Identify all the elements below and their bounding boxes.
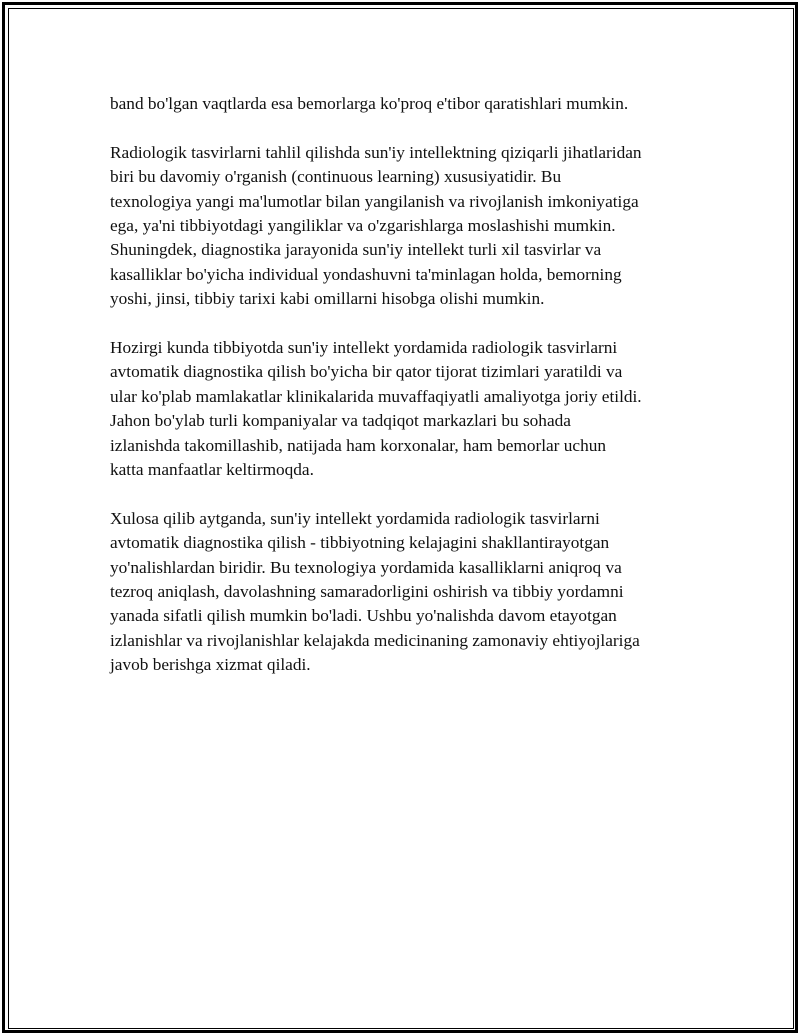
text-line: yoshi, jinsi, tibbiy tarixi kabi omillarni hisobga olishi mumkin. — [110, 289, 545, 309]
text-line: Radiologik tasvirlarni tahlil qilishda sun'iy intellektning qiziqarli jihatlaridan — [110, 142, 642, 162]
paragraph-3 — [110, 336, 690, 482]
text-line: ega, ya'ni tibbiyotdagi yangiliklar va o'zgarishlarga moslashishi mumkin. — [110, 216, 616, 236]
text-line: katta manfaatlar keltirmoqda. — [110, 460, 314, 480]
text-line: Shuningdek, diagnostika jarayonida sun'iy intellekt turli xil tasvirlar va — [110, 240, 602, 260]
text-line: texnologiya yangi ma'lumotlar bilan yangilanish va rivojlanish imkoniyatiga — [110, 191, 639, 211]
paragraph-4 — [110, 507, 690, 678]
text-line: tezroq aniqlash, davolashning samaradorligini oshirish va tibbiy yordamni — [110, 582, 624, 602]
text-line: kasalliklar bo'yicha individual yondashuvni ta'minlagan holda, bemorning — [110, 264, 622, 284]
text-line: izlanishlar va rivojlanishlar kelajakda medicinaning zamonaviy ehtiyojlariga — [110, 630, 640, 650]
text-line: javob berishga xizmat qiladi. — [110, 655, 311, 675]
paragraph-1 — [110, 92, 690, 116]
text-line: avtomatik diagnostika qilish - tibbiyotning kelajagini shakllantirayotgan — [110, 533, 610, 553]
document-body — [110, 92, 690, 702]
text-line: yo'nalishlardan biridir. Bu texnologiya yordamida kasalliklarni aniqroq va — [110, 557, 622, 577]
text-line: biri bu davomiy o'rganish (continuous learning) xususiyatidir. Bu — [110, 167, 562, 187]
text-line: Xulosa qilib aytganda, sun'iy intellekt yordamida radiologik tasvirlarni — [110, 508, 600, 528]
text-line: ular ko'plab mamlakatlar klinikalarida muvaffaqiyatli amaliyotga joriy etildi. — [110, 386, 642, 406]
text-line: izlanishda takomillashib, natijada ham korxonalar, ham bemorlar uchun — [110, 435, 606, 455]
text-line: band bo'lgan vaqtlarda esa bemorlarga ko'proq e'tibor qaratishlari mumkin. — [110, 94, 629, 113]
paragraph-2 — [110, 141, 690, 312]
text-line: Hozirgi kunda tibbiyotda sun'iy intellekt yordamida radiologik tasvirlarni — [110, 338, 618, 358]
text-line: Jahon bo'ylab turli kompaniyalar va tadqiqot markazlari bu sohada — [110, 411, 571, 431]
text-line: yanada sifatli qilish mumkin bo'ladi. Ushbu yo'nalishda davom etayotgan — [110, 606, 617, 626]
text-line: avtomatik diagnostika qilish bo'yicha bir qator tijorat tizimlari yaratildi va — [110, 362, 623, 382]
